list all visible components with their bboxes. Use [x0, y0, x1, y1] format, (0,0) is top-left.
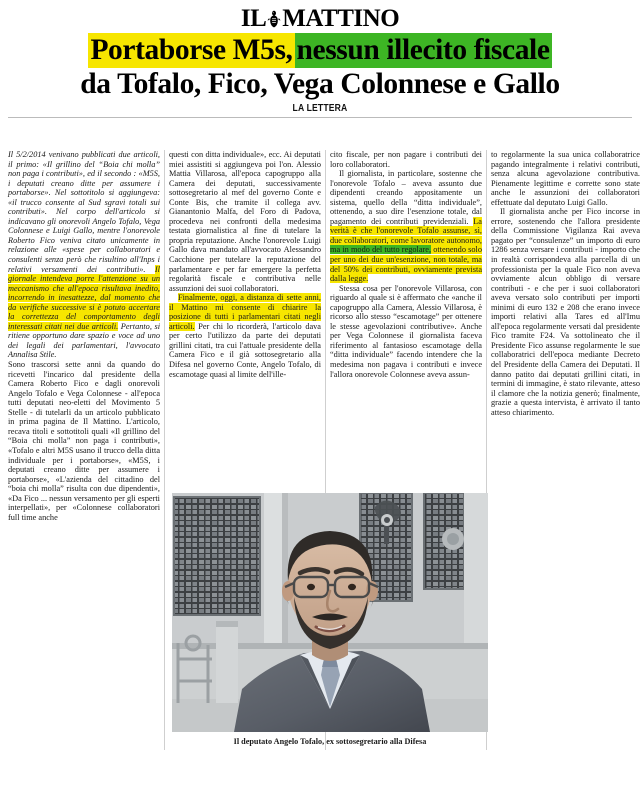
headline-highlight-yellow: Portaborse M5s,	[90, 34, 293, 66]
col4-para-2: Il giornalista anche per Fico incorse in errore, sostenendo che l'allora presidente della Commissione Vigilanza Rai aveva pagato per “consulenze” un importo di euro 1286 senza versare i contributi - importo che in realtà corrispondeva alla parcella di un professionista per la quale Fico non aveva ovviamente alcun obbligo di versare contributi - e che per i suoi collaboratori aveva versato solo contributi per importi minimi di euro 132 e 208 che erano invece importi relativi alla Tares ed all'Imu all'epoca regolarmente versati dal presidente Fico tramite F24. Va sottolineato che il Presidente Fico assunse regolarmente le sue collaboratrici dell'epoca mediante Decreto del Presidente della Camera dei Deputati. Il danno patito dai deputati grillini citati, in termini di immagine, è stato rilevante, atteso il clamore che la notizia generò; finalmente, grazie a questa intervista, è arrivato il tanto atteso chiarimento.	[491, 207, 640, 417]
masthead-name-right: MATTINO	[282, 5, 400, 32]
article-column-3	[330, 150, 482, 379]
headline-kicker: LA LETTERA	[292, 102, 348, 114]
masthead-name-left: IL	[240, 5, 267, 32]
masthead-logo[interactable]	[241, 7, 399, 31]
col1-para-1-italic: Il 5/2/2014 venivano pubblicati due articoli, il primo: «Il grillino del “Boia chi molla” non paga i contributi», ed il secondo : «M5S, i deputati creano ditte per assumere i portaborse». Nel sottotitolo si aggiungeva: «il trucco consente al Sud sgravi totali sui contributi». Nel corpo dell'articolo si indicavano gli onorevoli Angelo Tofalo, Vega Colonnese e Luigi Gallo, mentre l'onorevole Roberto Fico veniva citato unicamente in relazione alle «spese per collaboratori e consulenti senza però che risultino all'Inps i relativi versamenti dei contributi».	[8, 150, 160, 274]
headline-block	[0, 34, 640, 114]
headline-line-2: da Tofalo, Fico, Vega Colonnese e Gallo	[80, 68, 560, 100]
headline-highlight-green: nessun illecito fiscale	[296, 34, 550, 66]
article-column-4	[491, 150, 640, 417]
angelo-tofalo-portrait	[172, 493, 488, 732]
col1-highlight-yellow: Il giornale intendeva porre l'attenzione su un meccanismo che all'epoca risultava inedito, incorrendo in inesattezze, dal momento che da verifiche successive si è potuto accertare la correttezza del comportamento degli interessati citati nei due articoli.	[8, 264, 160, 331]
col2-highlight-yellow: Finalmente, oggi, a distanza di sette anni, il Mattino mi consente di chiarire la posizione di tutti i parlamentari citati negli articoli.	[169, 293, 321, 331]
newspaper-crest-icon	[267, 9, 281, 29]
col4-para-1: to regolarmente la sua unica collaboratrice pagando integralmente i relativi contributi, senza alcuna agevolazione contributiva. Pienamente legittime e corrette sono state anche le assunzioni dei collaboratori effettuate dal deputato Luigi Gallo.	[491, 150, 640, 207]
col2-para-1: questi con ditta individuale», ecc. Ai deputati miei assistiti si aggiungeva poi l'on. Alessio Mattia Villarosa, all'epoca capogruppo alla Camera dei deputati, successivamente sottosegretario al mef del governo Conte e Conte Bis, che tramite il collega avv. Gianantonio Malfa, del Foro di Padova, procedeva nei confronti della medesima testata giornalistica al fine di tutelare la propria reputazione. Anche l'onorevole Luigi Gallo dava mandato all'avvocato Alessandro Cacchione per tutelare la reputazione del parlamentare e per far emergere la perfetta regolarità fiscale e contributiva nelle assunzioni dei suoi collaboratori.	[169, 150, 321, 293]
col3-highlight-green: ma in modo del tutto regolare,	[330, 245, 432, 255]
col2-para-2-tail: Per chi lo ricorderà, l'articolo dava per certo l'utilizzo da parte dei deputati grillini citati, tra cui l'attuale presidente della Camera Fico e il già sottosegretario alla Difesa nel governo Conte, Angelo Tofalo, di escamotage quasi al limite dell'ille-	[169, 321, 321, 379]
photo-caption: Il deputato Angelo Tofalo, ex sottosegretario alla Difesa	[233, 737, 427, 746]
article-column-1	[8, 150, 160, 522]
col3-para-1: cito fiscale, per non pagare i contributi dei loro collaboratori.	[330, 150, 482, 169]
article-column-2	[169, 150, 321, 379]
col1-para-2: Sono trascorsi sette anni da quando do ricevetti l'incarico dal presidente della Camera Roberto Fico e dagli onorevoli Angelo Tofalo e Vega Colonnese - all'epoca tutti deputati neo-eletti del Movimento 5 Stelle - di tutelarli da un articolo pubblicato in prima pagina de Il Mattino. L'articolo, recava titoli e sottotitoli quali «Il grillino del “Boia chi molla” non paga i contributi», «Tofalo e altri M5S usano il trucco della ditta individuale per i portaborse», «M5S, i deputati creano ditte per assumere i portaborse», «L'azienda del cittadino del “boia chi molla” risulta con due dipendenti», «Da Fico ... nessun versamento per gli esperti interpellati», per «Colonnese collaboratori full time anche	[8, 360, 160, 522]
col3-highlight-yellow-b: ottenendo solo per uno dei due un'esenzione, non totale, ma del 50% dei contributi, ovviamente prevista dalla legge.	[330, 245, 482, 284]
masthead	[0, 0, 640, 30]
col3-highlight-yellow-a: La verità è che l'onorevole Tofalo assunse, sì, due collaboratori, come lavoratore autonomo,	[330, 216, 482, 245]
col3-para-2-head: Il giornalista, in particolare, sostenne che l'onorevole Tofalo – aveva assunto due dipendenti creando appositamente un sistema, quello della “ditta individuale”, ottenendo, a suo dire l'esenzione totale, dal pagamento dei contributi previdenziali.	[330, 169, 482, 226]
col1-para-1-tail: Pertanto, si ritiene opportuno dare spazio e voce ad uno dei legali dei parlamentari, l'avvocato Annalisa Stile.	[8, 321, 161, 360]
headline-divider	[8, 117, 632, 118]
col3-para-3: Stessa cosa per l'onorevole Villarosa, con riguardo al quale si è affermato che «anche il capogruppo alla Camera, Alessio Villarosa, è ricorso allo stesso “escamotage” per ottenere le stesse agevolazioni contributive». Anche per Vega Colonnese il giornalista faceva riferimento al fantasioso escamotage della “ditta individuale” facendo intendere che la medesima non pagava i contributi e invece l'allora onorevole Colonnese aveva assun-	[330, 283, 482, 379]
photo-block	[172, 493, 488, 747]
column-divider-1	[164, 150, 165, 750]
headline-line-1	[6, 34, 634, 67]
